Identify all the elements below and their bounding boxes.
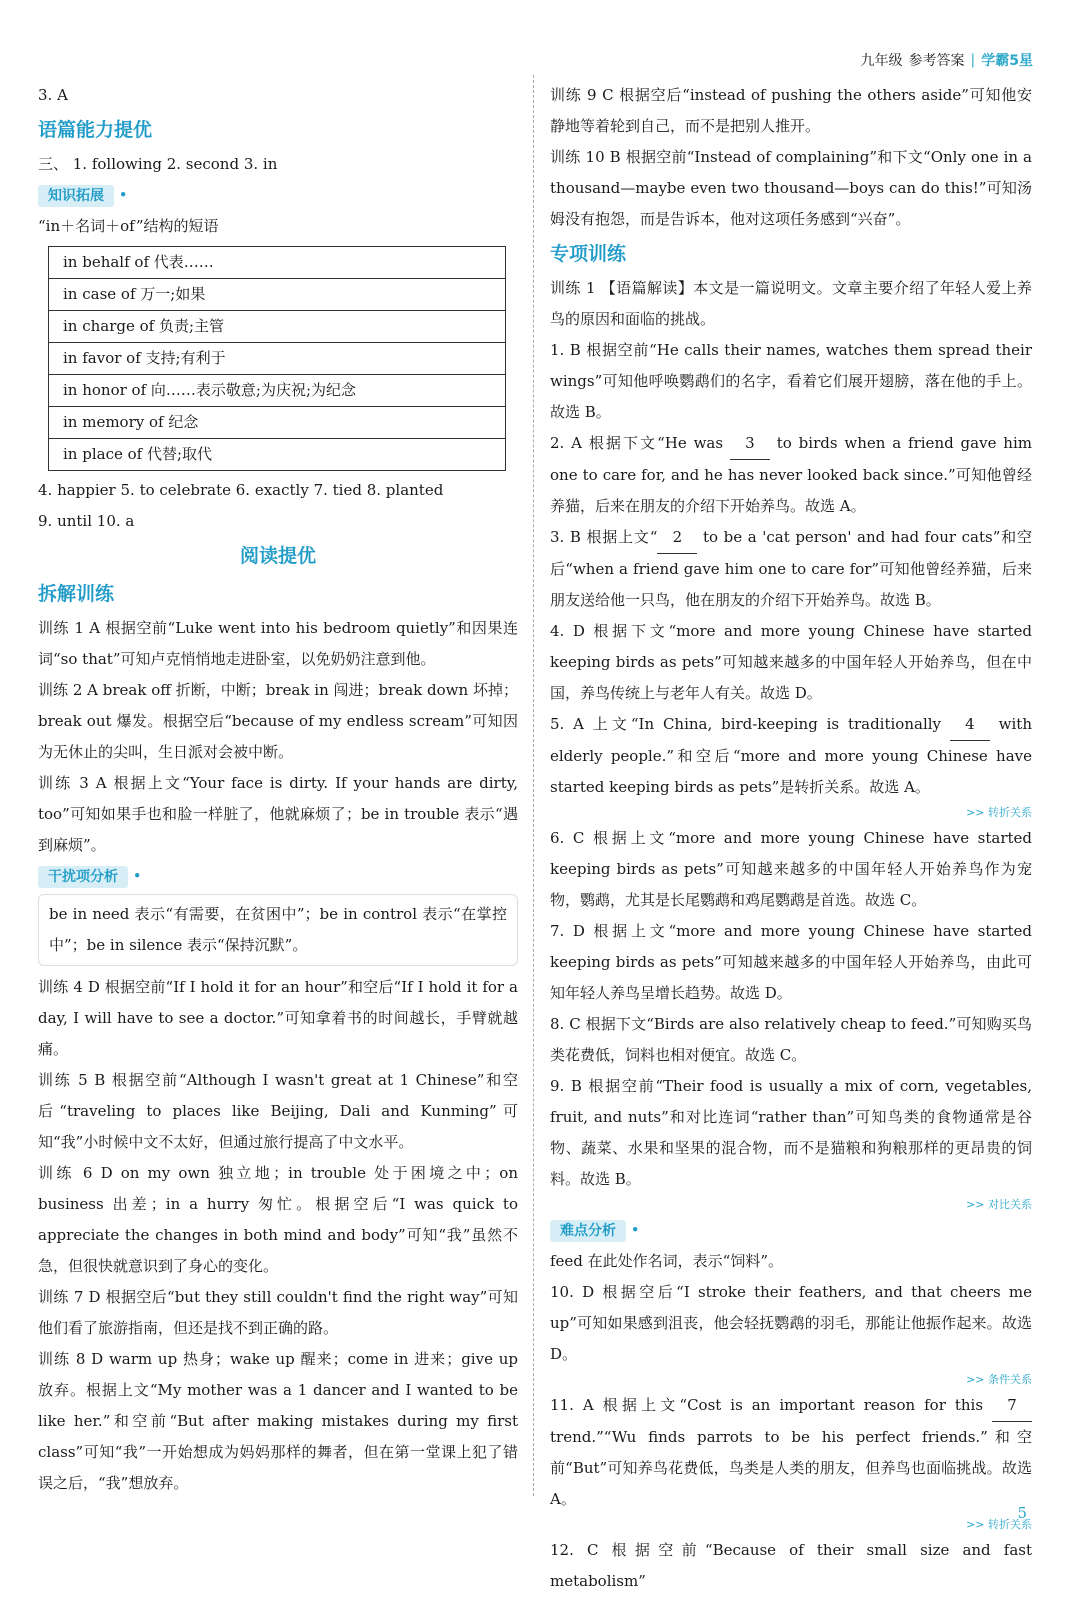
q2-part-a: 2. A 根据下文“He was	[550, 434, 724, 452]
training-2: 训练 2 A break off 折断，中断；break in 闯进；break down 坏掉；break out 爆发。根据空后“because of my endless scream”可知因为无休止的尖叫，生日派对会被中断。	[38, 681, 518, 761]
q2-part-b: to birds when a friend gave him one to care for, and he has never looked back since.”可知他曾经养猫，后来在朋友的介绍下开始养鸟。故选 A。	[550, 434, 1032, 515]
training-9: 训练 9 C 根据空后“instead of pushing the others aside”可知他安静地等着轮到自己，而不是把别人推开。	[550, 86, 1032, 135]
q3-part-a: 3. B 根据上文“	[550, 528, 658, 546]
heading-chaijie: 拆解训练	[38, 583, 115, 605]
nandian-note: feed 在此处作名词，表示“饲料”。	[550, 1252, 784, 1270]
phrase-cell: in behalf of 代表……	[49, 247, 506, 279]
phrase-cell: in charge of 负责;主管	[49, 311, 506, 343]
question-11	[550, 1390, 1032, 1515]
ganrao-note-box	[38, 894, 518, 966]
answers-4-8: 4. happier 5. to celebrate 6. exactly 7. tied 8. planted	[38, 481, 444, 499]
q10-relation-tag: >> 条件关系	[966, 1373, 1032, 1386]
blank-7: 7	[992, 1390, 1032, 1422]
training-3: 训练 3 A 根据上文“Your face is dirty. If your hands are dirty, too”可知如果手也和脸一样脏了，他就麻烦了；be in trouble 表示“遇到麻烦”。	[38, 774, 518, 854]
question-3	[550, 522, 1032, 616]
phrase-cell: in favor of 支持;有利于	[49, 343, 506, 375]
answers-san: 三、 1. following 2. second 3. in	[38, 155, 278, 173]
question-10: 10. D 根据空后“I stroke their feathers, and that cheers me up”可知如果感到沮丧，他会轻抚鹦鹉的羽毛，那能让他振作起来。故选 D。	[550, 1283, 1032, 1363]
phrase-cell: in case of 万一;如果	[49, 279, 506, 311]
heading-yuedu: 阅读提优	[239, 545, 316, 567]
q3-part-b: to be a 'cat person' and had four cats”和空后“when a friend gave him one to care for”可知他曾经养猫，后来朋友送给他一只鸟，他在朋友的介绍下开始养鸟。故选 B。	[550, 528, 1032, 609]
page-number: 5	[1017, 1504, 1027, 1522]
nandian-tag-row	[550, 1215, 1032, 1246]
header-brand: 学霸5星	[981, 53, 1033, 69]
blank-4: 4	[950, 709, 990, 741]
q11-part-b: trend.”“Wu finds parrots to be his perfect friends.”和空前“But”可知养鸟花费低，鸟类是人类的朋友，但养鸟也面临挑战。故选 A。	[550, 1428, 1032, 1508]
page-header	[861, 50, 1033, 70]
tag-zhishi: 知识拓展	[38, 185, 114, 207]
question-7: 7. D 根据上文“more and more young Chinese have started keeping birds as pets”可知越来越多的中国年轻人开始养鸟，由此可知年轻人养鸟呈增长趋势。故选 D。	[550, 922, 1032, 1002]
header-section: 参考答案	[908, 53, 965, 69]
training-5: 训练 5 B 根据空前“Although I wasn't great at 1 Chinese”和空后“traveling to places like Beijing, Dali and Kunming”可知“我”小时候中文不太好，但通过旅行提高了中文水平。	[38, 1071, 518, 1151]
column-divider	[533, 75, 534, 1496]
q5-relation-tag: >> 转折关系	[966, 806, 1032, 819]
special-1: 训练 1 【语篇解读】本文是一篇说明文。文章主要介绍了年轻人爱上养鸟的原因和面临的挑战。	[550, 279, 1032, 328]
q11-part-a: 11. A 根据上文“Cost is an important reason for this	[550, 1396, 984, 1414]
dots-decoration: •	[118, 186, 130, 204]
training-6: 训练 6 D on my own 独立地；in trouble 处于困境之中；on business 出差；in a hurry 匆忙。根据空后“I was quick to appreciate the changes in both mind and body”可知“我”虽然不急，但很快就意识到了身心的变化。	[38, 1164, 518, 1275]
blank-2: 2	[657, 522, 697, 554]
training-4: 训练 4 D 根据空前“If I hold it for an hour”和空后“If I hold it for a day, I will have to see a doctor.”可知拿着书的时间越长，手臂就越痛。	[38, 978, 518, 1058]
right-column	[550, 80, 1032, 1597]
answer-3: 3. A	[38, 86, 68, 104]
question-6: 6. C 根据上文“more and more young Chinese have started keeping birds as pets”可知越来越多的中国年轻人开始养鸟作为宠物，鹦鹉，尤其是长尾鹦鹉和鸡尾鹦鹉是首选。故选 C。	[550, 829, 1032, 909]
question-4: 4. D 根据下文“more and more young Chinese have started keeping birds as pets”可知越来越多的中国年轻人开始养鸟，但在中国，养鸟传统上与老年人有关。故选 D。	[550, 622, 1032, 702]
header-separator: |	[970, 52, 976, 68]
question-9: 9. B 根据空前“Their food is usually a mix of corn, vegetables, fruit, and nuts”和对比连词“rather than”可知鸟类的食物通常是谷物、蔬菜、水果和坚果的混合物，而不是猫粮和狗粮那样的更昂贵的饲料。故选 B。	[550, 1077, 1032, 1188]
phrase-cell: in memory of 纪念	[49, 407, 506, 439]
question-5	[550, 709, 1032, 803]
dots-decoration: •	[132, 867, 144, 885]
q5-part-a: 5. A 上文“In China, bird-keeping is traditionally	[550, 715, 942, 733]
heading-zhuanxiang: 专项训练	[550, 243, 627, 265]
blank-3: 3	[730, 428, 770, 460]
tag-nandian: 难点分析	[550, 1220, 626, 1242]
phrase-table	[48, 246, 506, 471]
training-8: 训练 8 D warm up 热身；wake up 醒来；come in 进来；give up 放弃。根据上文“My mother was a 1 dancer and I wanted to be like her.”和空前“But after making mistakes during my first class”可知“我”一开始想成为妈妈那样的舞者，但在第一堂课上犯了错误之后，“我”想放弃。	[38, 1350, 518, 1492]
phrase-title: “in＋名词＋of”结构的短语	[38, 217, 219, 235]
training-1: 训练 1 A 根据空前“Luke went into his bedroom quietly”和因果连词“so that”可知卢克悄悄地走进卧室，以免奶奶注意到他。	[38, 619, 518, 668]
question-2	[550, 428, 1032, 522]
training-10: 训练 10 B 根据空前“Instead of complaining”和下文“Only one in a thousand—maybe even two thousand—boys can do this!”可知汤姆没有抱怨，而是告诉本，他对这项任务感到“兴奋”。	[550, 148, 1032, 228]
answers-9-10: 9. until 10. a	[38, 512, 135, 530]
heading-yupian: 语篇能力提优	[38, 119, 153, 141]
question-12: 12. C 根据空前“Because of their small size and fast metabolism”	[550, 1541, 1032, 1590]
question-8: 8. C 根据下文“Birds are also relatively cheap to feed.”可知购买鸟类花费低，饲料也相对便宜。故选 C。	[550, 1015, 1032, 1064]
ganrao-note: be in need 表示“有需要，在贫困中”；be in control 表示“在掌控中”；be in silence 表示“保持沉默”。	[49, 905, 507, 954]
q9-relation-tag: >> 对比关系	[966, 1198, 1032, 1211]
tag-ganrao: 干扰项分析	[38, 866, 128, 888]
zhishi-tag-row	[38, 180, 518, 211]
phrase-cell: in honor of 向……表示敬意;为庆祝;为纪念	[49, 375, 506, 407]
question-1: 1. B 根据空前“He calls their names, watches them spread their wings”可知他呼唤鹦鹉们的名字，看着它们展开翅膀，落在他的手上。故选 B。	[550, 341, 1032, 421]
left-column	[38, 80, 518, 1499]
q5-part-b: with elderly people.”和空后“more and more young Chinese have started keeping birds as pets”是转折关系。故选 A。	[550, 715, 1032, 796]
training-7: 训练 7 D 根据空后“but they still couldn't find the right way”可知他们看了旅游指南，但还是找不到正确的路。	[38, 1288, 518, 1337]
ganrao-tag-row	[38, 861, 518, 892]
header-grade: 九年级	[860, 53, 903, 69]
phrase-cell: in place of 代替;取代	[49, 439, 506, 471]
q11-relation-tag: >> 转折关系	[966, 1518, 1032, 1531]
dots-decoration: •	[630, 1221, 642, 1239]
